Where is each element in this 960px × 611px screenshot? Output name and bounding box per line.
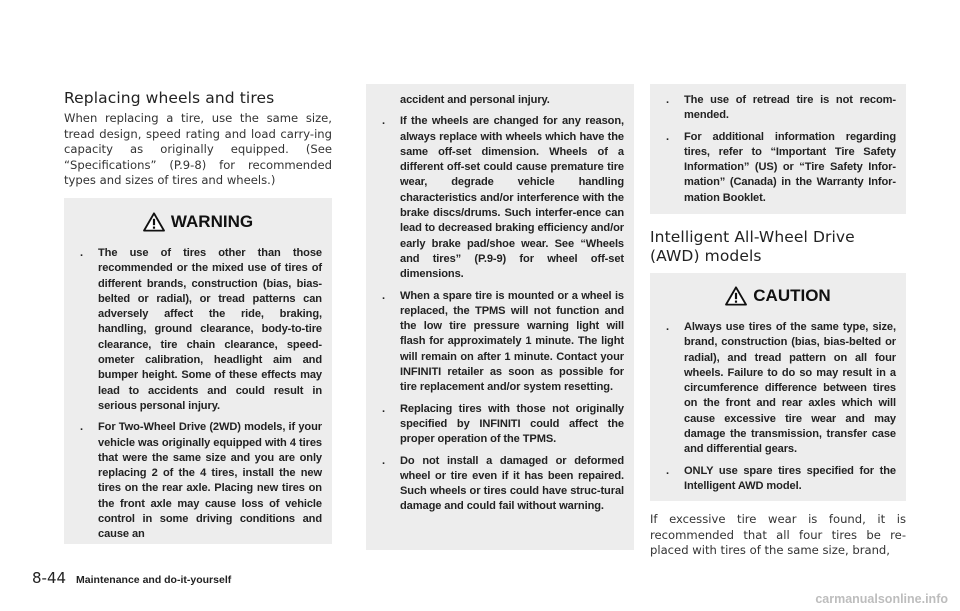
warning-list <box>64 236 332 543</box>
warning-triangle-icon <box>143 212 165 232</box>
warning-list-end <box>650 84 906 206</box>
caution-header <box>650 282 906 310</box>
list-item: . Always use tires of the same type, size, brand, construction (bias, bias-belted or radial), and tread pattern on all four wheels. Failure to do so may result in a circumference difference between tires on the front and rear axles which will cause excessive tire wear and may damage the transmission, transfer case and differential gears. <box>666 321 896 456</box>
warning-title: WARNING <box>170 212 254 231</box>
list-item: . The use of retread tire is not recom-mended. <box>666 94 896 122</box>
caution-title: CAUTION <box>753 286 831 305</box>
awd-paragraph: If excessive tire wear is found, it is recommended that all four tires be re-placed with tires of the same size, brand, <box>650 512 906 557</box>
list-item: . Replacing tires with those not originally specified by INFINITI could affect the proper operation of the TPMS. <box>382 402 624 446</box>
list-item: . If the wheels are changed for any reason, always replace with wheels which have the same off-set dimension. Wheels of a different off-set could cause premature tire wear, degrade vehicle handling characteristics and/or interference with the brake discs/drums. Such interfer-ence can lead to decreased braking efficiency and/or early brake pad/shoe wear. See “Wheels and tires” (P.9-9) for wheel off-set dimensions. <box>382 115 624 281</box>
list-item: . When a spare tire is mounted or a wheel is replaced, the TPMS will not function and the low tire pressure warning light will flash for approximately 1 minute. The light will remain on after 1 minute. Contact your INFINITI retailer as soon as possible for tire replacement and/or system resetting. <box>382 289 624 394</box>
warning-box-continued <box>366 84 634 550</box>
list-item: . Do not install a damaged or deformed wheel or tire even if it has been repaired. Such wheels or tires could have struc-tural damage and could fail without warning. <box>382 454 624 513</box>
caution-box <box>650 273 906 501</box>
list-item: . For additional information regarding tires, refer to “Important Tire Safety Information” (US) or “Tire Safety Infor-mation” (Canada) in the Warranty Infor-mation Booklet. <box>666 130 896 204</box>
intro-paragraph: When replacing a tire, use the same size, tread design, speed rating and load carry-ing capacity as originally equipped. (See “Specifications” (P.9-8) for recommended types and sizes of tires and wheels.) <box>64 111 332 187</box>
warning-list-continued <box>366 84 634 515</box>
caution-list <box>650 310 906 494</box>
section-heading-replacing-wheels: Replacing wheels and tires <box>64 89 275 107</box>
section-heading-awd: Intelligent All-Wheel Drive (AWD) models <box>650 228 855 265</box>
list-item-continuation: accident and personal injury. <box>400 94 550 106</box>
list-item: . The use of tires other than those recommended or the mixed use of tires of different brands, construction (bias, bias-belted or radial), or tread patterns can adversely affect the ride, braking, handling, ground clearance, body-to-tire clearance, tire chain clearance, speed-ometer calibration, headlight aim and bumper height. Some of these effects may lead to accidents and could result in serious personal injury. <box>80 247 322 412</box>
watermark: carmanualsonline.info <box>815 592 948 606</box>
page-number: 8-44 <box>32 569 67 587</box>
warning-header <box>64 208 332 236</box>
list-item: . For Two-Wheel Drive (2WD) models, if your vehicle was originally equipped with 4 tires that were the same size and you are only replacing 2 of the 4 tires, install the new tires on the rear axle. Placing new tires on the front axle may cause loss of vehicle control in some driving conditions and cause an <box>80 421 322 541</box>
list-item: . ONLY use spare tires specified for the Intelligent AWD model. <box>666 464 896 492</box>
warning-triangle-icon <box>725 286 747 306</box>
warning-box <box>64 198 332 544</box>
footer-section-title: Maintenance and do-it-yourself <box>76 574 232 586</box>
warning-box-end <box>650 84 906 214</box>
page-footer <box>32 569 231 587</box>
